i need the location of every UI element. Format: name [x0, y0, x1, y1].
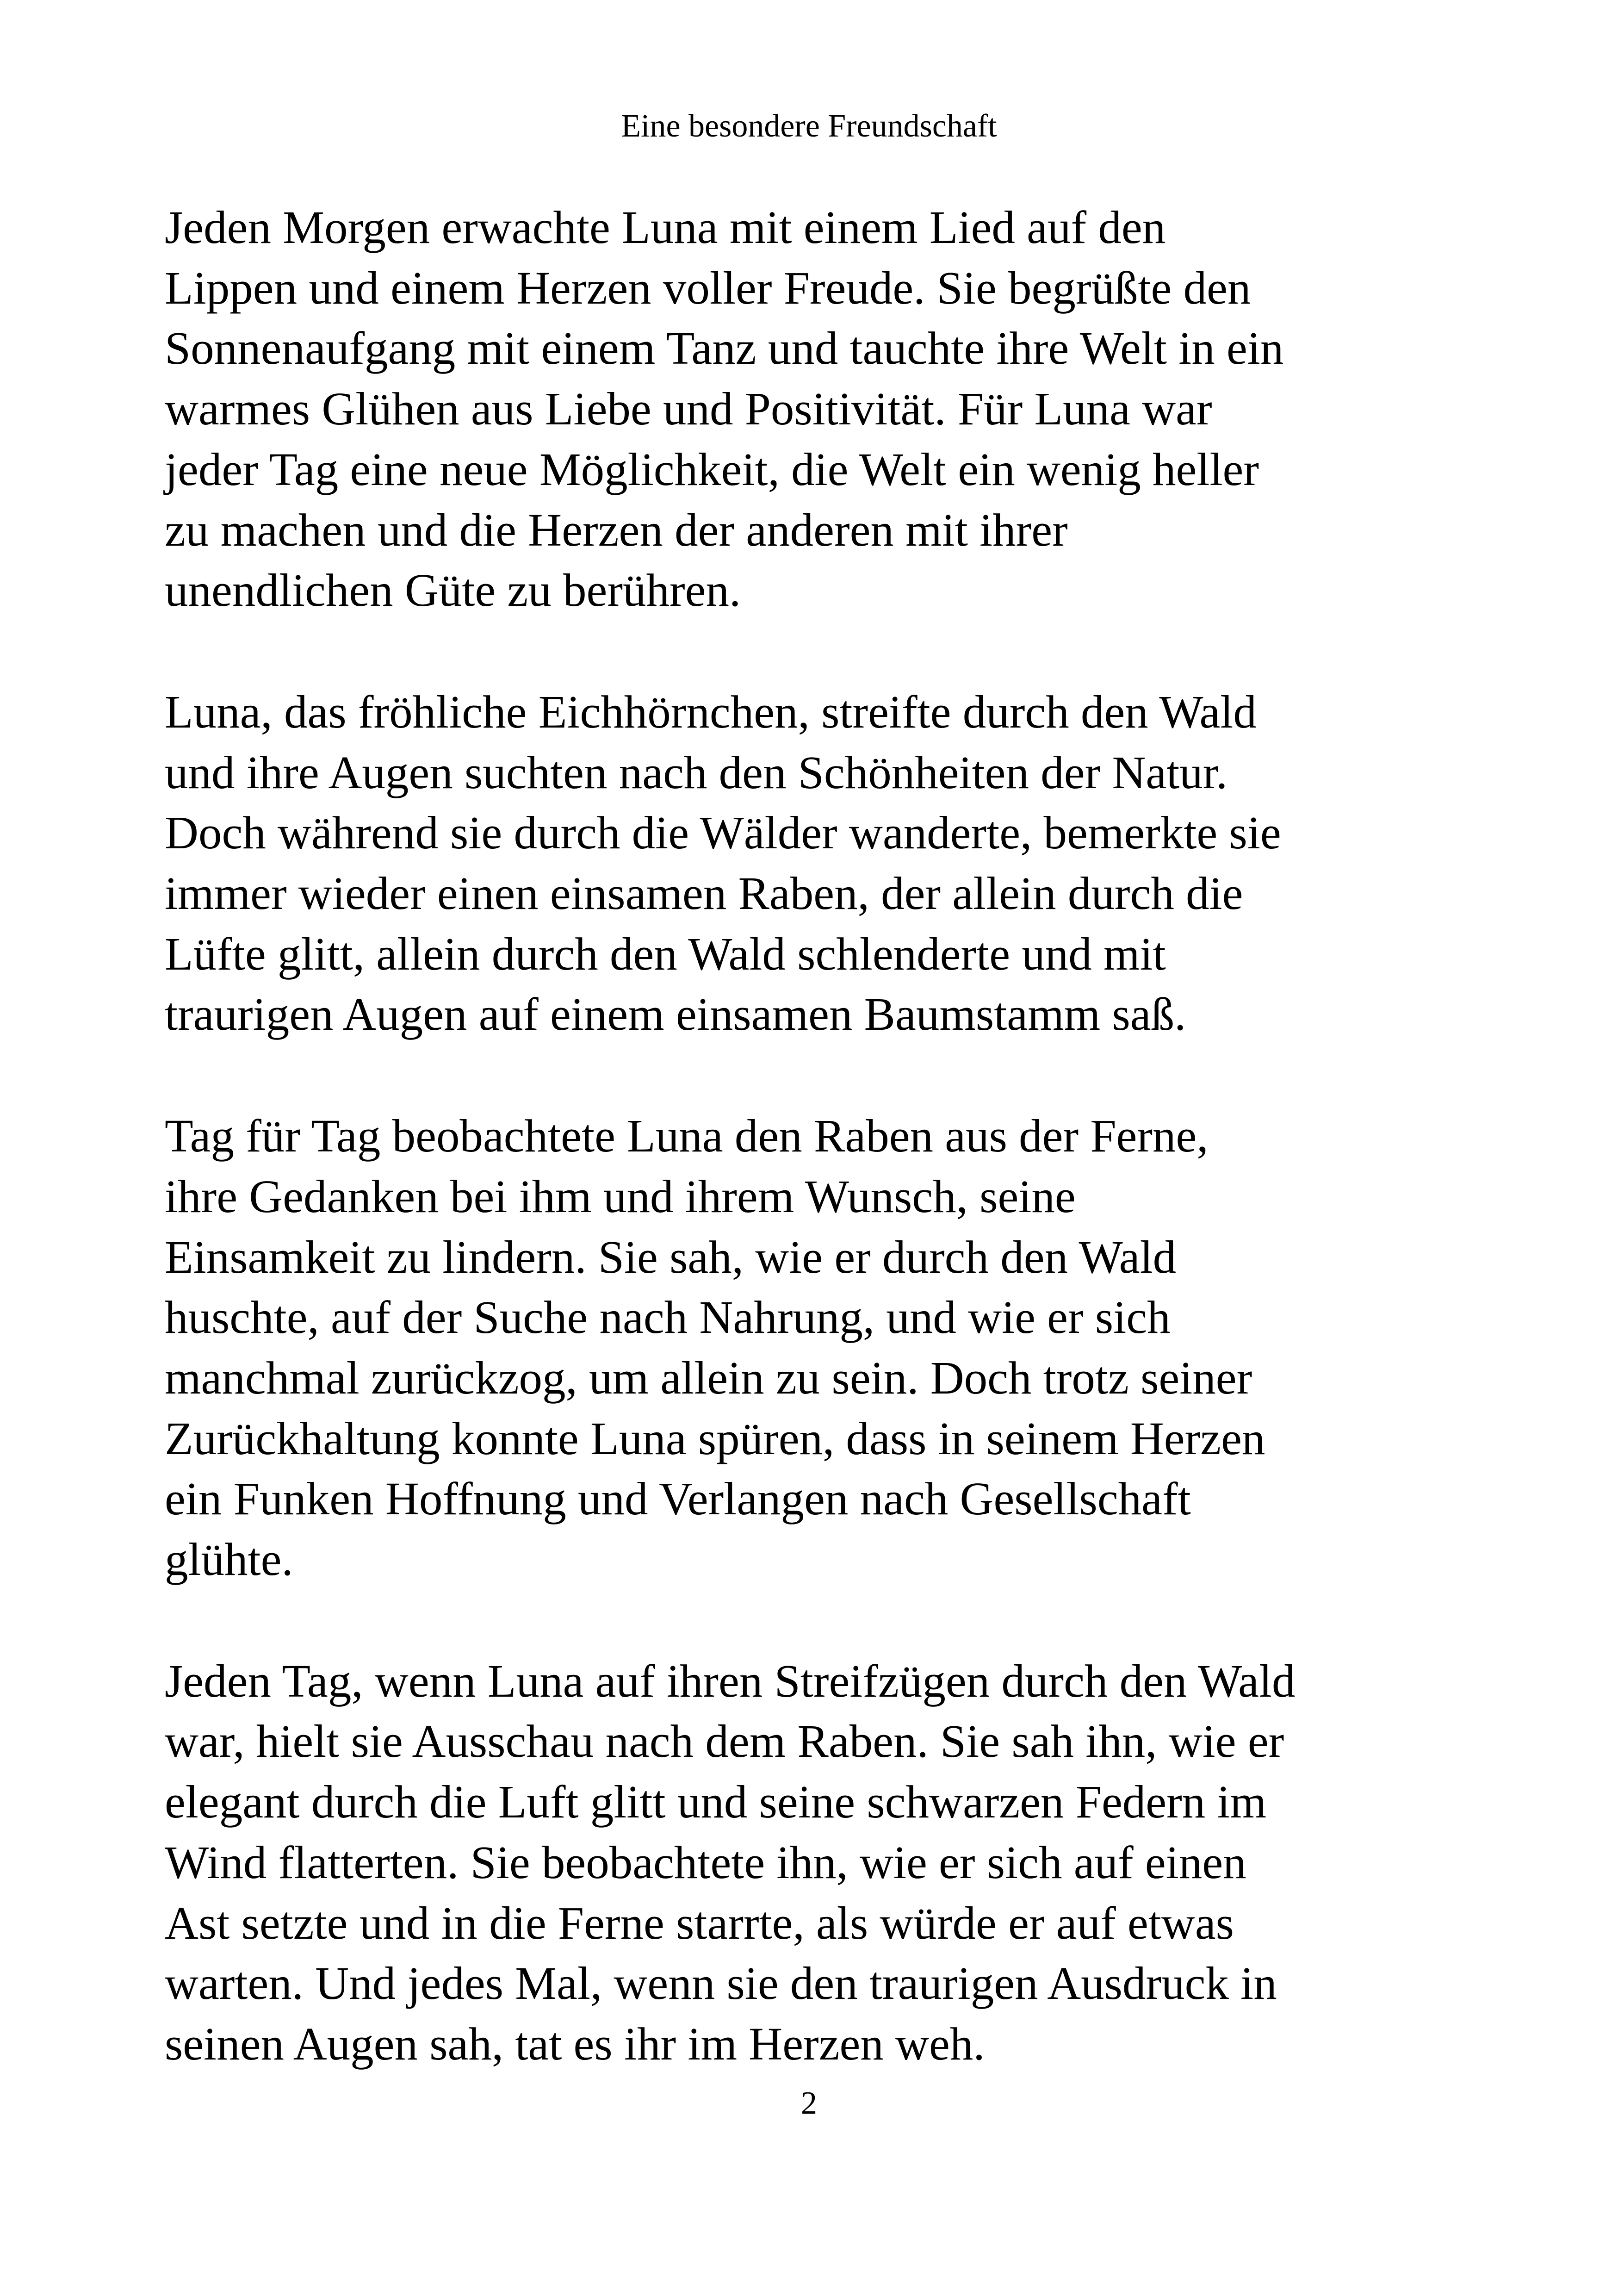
text-line: Zurückhaltung konnte Luna spüren, dass in seinem Herzen — [165, 1412, 1265, 1464]
running-header: Eine besondere Freundschaft — [621, 108, 997, 144]
text-line: zu machen und die Herzen der anderen mit ihrer — [165, 504, 1068, 556]
text-line: Tag für Tag beobachtete Luna den Raben aus der Ferne, — [165, 1110, 1209, 1162]
paragraph-2 — [165, 682, 1460, 1045]
page-number: 2 — [801, 2085, 817, 2121]
text-line: warten. Und jedes Mal, wenn sie den traurigen Ausdruck in — [165, 1957, 1277, 2010]
text-line: elegant durch die Luft glitt und seine schwarzen Federn im — [165, 1776, 1267, 1828]
text-line: glühte. — [165, 1533, 293, 1586]
text-line: Doch während sie durch die Wälder wanderte, bemerkte sie — [165, 807, 1281, 859]
text-line: ein Funken Hoffnung und Verlangen nach Gesellschaft — [165, 1473, 1191, 1525]
text-line: warmes Glühen aus Liebe und Positivität. Für Luna war — [165, 383, 1212, 435]
text-line: Wind flatterten. Sie beobachtete ihn, wie er sich auf einen — [165, 1836, 1246, 1888]
text-line: Jeden Morgen erwachte Luna mit einem Lied auf den — [165, 201, 1166, 253]
text-line: Lippen und einem Herzen voller Freude. Sie begrüßte den — [165, 261, 1251, 314]
paragraph-4 — [165, 1651, 1460, 2074]
text-line: seinen Augen sah, tat es ihr im Herzen weh. — [165, 2017, 985, 2070]
text-line: und ihre Augen suchten nach den Schönheiten der Natur. — [165, 746, 1228, 798]
paragraph-3 — [165, 1106, 1460, 1590]
text-line: Ast setzte und in die Ferne starrte, als würde er auf etwas — [165, 1897, 1234, 1949]
text-line: traurigen Augen auf einem einsamen Baumstamm saß. — [165, 988, 1186, 1040]
text-line: manchmal zurückzog, um allein zu sein. Doch trotz seiner — [165, 1351, 1252, 1404]
text-line: unendlichen Güte zu berühren. — [165, 564, 741, 616]
body-text — [165, 197, 1460, 2135]
text-line: jeder Tag eine neue Möglichkeit, die Welt ein wenig heller — [165, 443, 1259, 495]
text-line: Sonnenaufgang mit einem Tanz und tauchte ihre Welt in ein — [165, 322, 1284, 374]
text-line: Einsamkeit zu lindern. Sie sah, wie er durch den Wald — [165, 1231, 1177, 1283]
paragraph-1 — [165, 197, 1460, 621]
text-line: ihre Gedanken bei ihm und ihrem Wunsch, seine — [165, 1170, 1076, 1222]
text-line: immer wieder einen einsamen Raben, der allein durch die — [165, 867, 1243, 920]
text-line: Jeden Tag, wenn Luna auf ihren Streifzügen durch den Wald — [165, 1655, 1296, 1707]
text-line: Luna, das fröhliche Eichhörnchen, streifte durch den Wald — [165, 685, 1257, 738]
text-line: huschte, auf der Suche nach Nahrung, und wie er sich — [165, 1291, 1171, 1344]
text-line: war, hielt sie Ausschau nach dem Raben. Sie sah ihn, wie er — [165, 1715, 1284, 1767]
text-line: Lüfte glitt, allein durch den Wald schlenderte und mit — [165, 927, 1166, 980]
